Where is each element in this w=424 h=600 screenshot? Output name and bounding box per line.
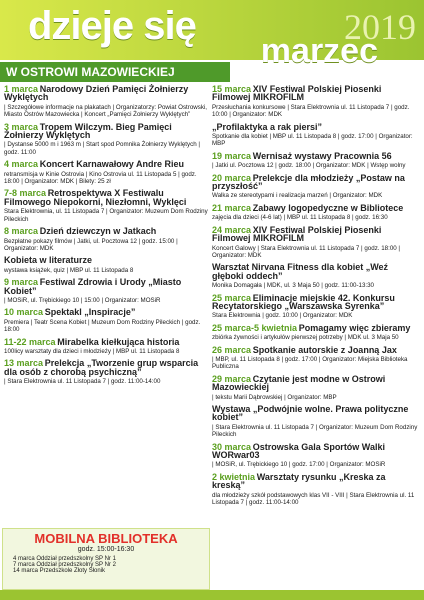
event-date: 9 marca (4, 277, 39, 288)
event-item (212, 471, 418, 507)
event-title: Wystawa „Podwójnie wolne. Prawa polityczne kobiet” (212, 404, 409, 423)
event-item (212, 264, 418, 289)
event-item (212, 224, 418, 260)
event-desc: | Szczegółowe informacje na plakatach | Organizatorzy: Powiat Ostrowski, Miasto Ostrów Mazowiecka | Koncert „Pamięci Żołnierzy Wyklętych” (4, 103, 208, 119)
footer-band (0, 590, 424, 600)
event-desc: Koncert Galowy | Stara Elektrownia ul. 11 Listopada 7 | godz. 18:00 | Organizator: MDK (212, 244, 401, 259)
library-hours: godz. 15:00-16:30 (77, 546, 135, 553)
event-title: Festiwal Zdrowia i Urody „Miasto Kobiet” (4, 277, 182, 296)
event-date: 10 marca (4, 307, 44, 318)
event-desc: Przesłuchania konkursowe | Stara Elektrownia ul. 11 Listopada 7 | godz. 10:00 | Organizator: MDK (212, 103, 410, 119)
event-date: 25 marca (212, 292, 252, 303)
event-date: 30 marca (212, 441, 252, 452)
event-desc: Stara Elektrownia, ul. 11 Listopada 7 | Organizator: Muzeum Dom Rodziny Pileckich (4, 208, 208, 223)
event-title: Tropem Wilczym. Bieg Pamięci Żołnierzy Wyklętych (4, 121, 172, 141)
event-title: Wernisaż wystawy Pracownia 56 (252, 150, 392, 161)
event-date: 24 marca (212, 224, 252, 235)
event-desc: retransmisja w Kinie Ostrovia | Kino Ostrovia ul. 11 Listopada 5 | godz. 18:00 | Organizator: MDK | Bilety: 25 zł (4, 170, 197, 186)
event-title: XIV Festiwal Polskiej Piosenki Filmowej MIKROFILM (212, 224, 382, 244)
event-title: Prelekcja „Tworzenie grup wsparcia dla osób z chorobą psychiczną” (4, 358, 199, 377)
event-desc: | MOSiR, ul. Trębickiego 10 | godz. 17:00 | Organizator: MOSiR (212, 461, 386, 469)
event-item (212, 86, 418, 119)
event-date: 1 marca (4, 84, 39, 94)
event-item (212, 406, 418, 439)
mobile-library-box (2, 528, 210, 590)
event-desc: 100licy warsztaty dla dzieci i młodzieży | MBP ul. 11 Listopada 8 (4, 347, 180, 355)
poster-title: dzieje się (28, 4, 196, 48)
event-item (212, 172, 418, 200)
event-item (212, 150, 418, 170)
event-date: 7-8 marca (4, 188, 47, 199)
event-item (212, 344, 418, 371)
event-item (4, 309, 210, 333)
event-desc: Bezpłatne pokazy filmów | Jatki, ul. Pocztowa 12 | godz. 15:00 | Organizator: MDK (4, 237, 178, 252)
event-item (4, 86, 210, 119)
event-desc: Stara Elektrownia | godz. 10:00 | Organizator: MDK (212, 312, 353, 320)
event-title: Koncert Karnawałowy Andre Rieu (39, 159, 184, 170)
event-title: Eliminacje miejskie 42. Konkursu Recytatorskiego „Warszawska Syrenka” (212, 292, 395, 311)
event-date: 29 marca (212, 373, 252, 384)
event-item (212, 373, 418, 401)
event-date: 25 marca-5 kwietnia (212, 322, 298, 333)
event-date: 20 marca (212, 172, 252, 183)
event-desc: zbiórka żywności i artykułów pierwszej potrzeby | MDK ul. 3 Maja 50 (212, 334, 399, 342)
event-desc: | Stara Elektrownia ul. 11 Listopada 7 | godz. 11:00-14:00 (4, 378, 161, 386)
event-title: Ostrowska Gala Sportów Walki WORwar03 (212, 441, 385, 461)
library-title: MOBILNA BIBLIOTEKA (34, 531, 178, 546)
event-desc: | MBP, ul. 11 Listopada 8 | godz. 17:00 | Organizator: Miejska Biblioteka Publiczna (212, 355, 408, 371)
event-desc: Spotkanie dla kobiet | MBP ul. 11 Listopada 8 | godz. 17:00 | Organizator: MBP (212, 133, 413, 148)
poster-header (0, 0, 424, 84)
event-item (212, 121, 418, 148)
event-desc: | MOSiR, ul. Trębickiego 10 | 15:00 | Organizator: MOSiR (4, 296, 161, 304)
event-title: „Profilaktyka a rak piersi” (212, 121, 323, 132)
event-date: 2 kwietnia (212, 471, 256, 482)
event-desc: | Jatki ul. Pocztowa 12 | godz. 18:00 | Organizator: MDK | Wstęp wolny (212, 162, 406, 170)
event-item (212, 202, 418, 222)
event-title: Pomagamy więc zbieramy (298, 322, 411, 333)
year-label: 2019 (344, 7, 416, 47)
event-date: 4 marca (4, 159, 39, 170)
event-date: 26 marca (212, 344, 252, 355)
month-label: marzec (260, 32, 378, 70)
event-title: Warsztat Nirvana Fitness dla kobiet „Weź głęboki oddech” (212, 262, 389, 281)
event-date: 11-22 marca (4, 336, 56, 347)
event-title: Spektakl „Inspiracje” (44, 307, 136, 318)
event-title: Kobieta w literaturze (4, 255, 93, 266)
subtitle-bar: W OSTROWI MAZOWIECKIEJ (0, 62, 230, 82)
event-desc: | tekstu Marii Dąbrowskiej | Organizator: MBP (212, 393, 337, 401)
event-title: Prelekcje dla młodzieży „Postaw na przyszłość” (212, 172, 405, 192)
event-date: 19 marca (212, 150, 252, 161)
event-date: 21 marca (212, 202, 252, 213)
event-title: Warsztaty rysunku „Kreska za kreską” (212, 471, 386, 491)
left-column (4, 86, 210, 391)
event-title: Czytanie jest modne w Ostrowi Mazowieckiej (212, 373, 386, 393)
event-date: 15 marca (212, 84, 252, 94)
event-desc: Walka ze stereotypami i realizacja marzeń | Organizator: MDK (212, 192, 383, 200)
event-item (4, 190, 210, 223)
event-item (212, 441, 418, 469)
library-line: 14 marca Przedszkole Złoty Słonik (13, 568, 106, 574)
event-desc: Premiera | Teatr Scena Kobiet | Muzeum Dom Rodziny Pileckich | godz. 18:00 (4, 318, 201, 334)
right-column (212, 86, 418, 511)
event-date: 3 marca (4, 121, 39, 132)
event-item (4, 360, 210, 385)
event-title: Zabawy logopedyczne w Bibliotece (252, 202, 404, 213)
event-title: Narodowy Dzień Pamięci Żołnierzy Wyklętych (4, 84, 189, 103)
event-item (4, 257, 210, 274)
event-title: XIV Festiwal Polskiej Piosenki Filmowej MIKROFILM (212, 84, 382, 103)
event-item (4, 161, 210, 185)
event-desc: | Dystanse 5000 m i 1963 m | Start spod Pomnika Żołnierzy Wyklętych | godz. 11:00 (4, 141, 200, 156)
library-line: 7 marca Oddział przedszkolny SP Nr 2 (13, 562, 116, 568)
library-line: 4 marca Oddział przedszkolny SP Nr 1 (13, 556, 116, 562)
event-desc: | Stara Elektrownia ul. 11 Listopada 7 | Organizator: Muzeum Dom Rodziny Pileckich (212, 423, 418, 439)
event-title: Spotkanie autorskie z Joanną Jax (252, 344, 397, 355)
event-item (4, 228, 210, 252)
event-item (212, 322, 418, 342)
event-desc: wystawa książek, quiz | MBP ul. 11 Listopada 8 (4, 266, 134, 274)
event-item (4, 336, 210, 356)
event-date: 13 marca (4, 358, 44, 369)
event-desc: zajęcia dla dzieci (4-6 lat) | MBP ul. 11 Listopada 8 | godz. 16:30 (212, 214, 388, 222)
event-desc: dla młodzieży szkół podstawowych klas VII - VIII | Stara Elektrownia ul. 11 Listopada 7 | godz. 11:00-14:00 (212, 491, 415, 507)
event-item (212, 292, 418, 320)
event-title: Retrospektywa X Festiwalu Filmowego Niepokorni, Niezłomni, Wyklęci (4, 188, 187, 207)
event-item (4, 279, 210, 304)
event-date: 8 marca (4, 226, 39, 237)
library-lines (3, 556, 209, 574)
event-title: Mirabelka kiełkująca historia (57, 336, 180, 347)
event-title: Dzień dziewczyn w Jatkach (39, 226, 157, 237)
event-item (4, 121, 210, 157)
event-desc: Monika Domagała | MDK, ul. 3 Maja 50 | godz. 11:00-13:30 (212, 282, 374, 290)
